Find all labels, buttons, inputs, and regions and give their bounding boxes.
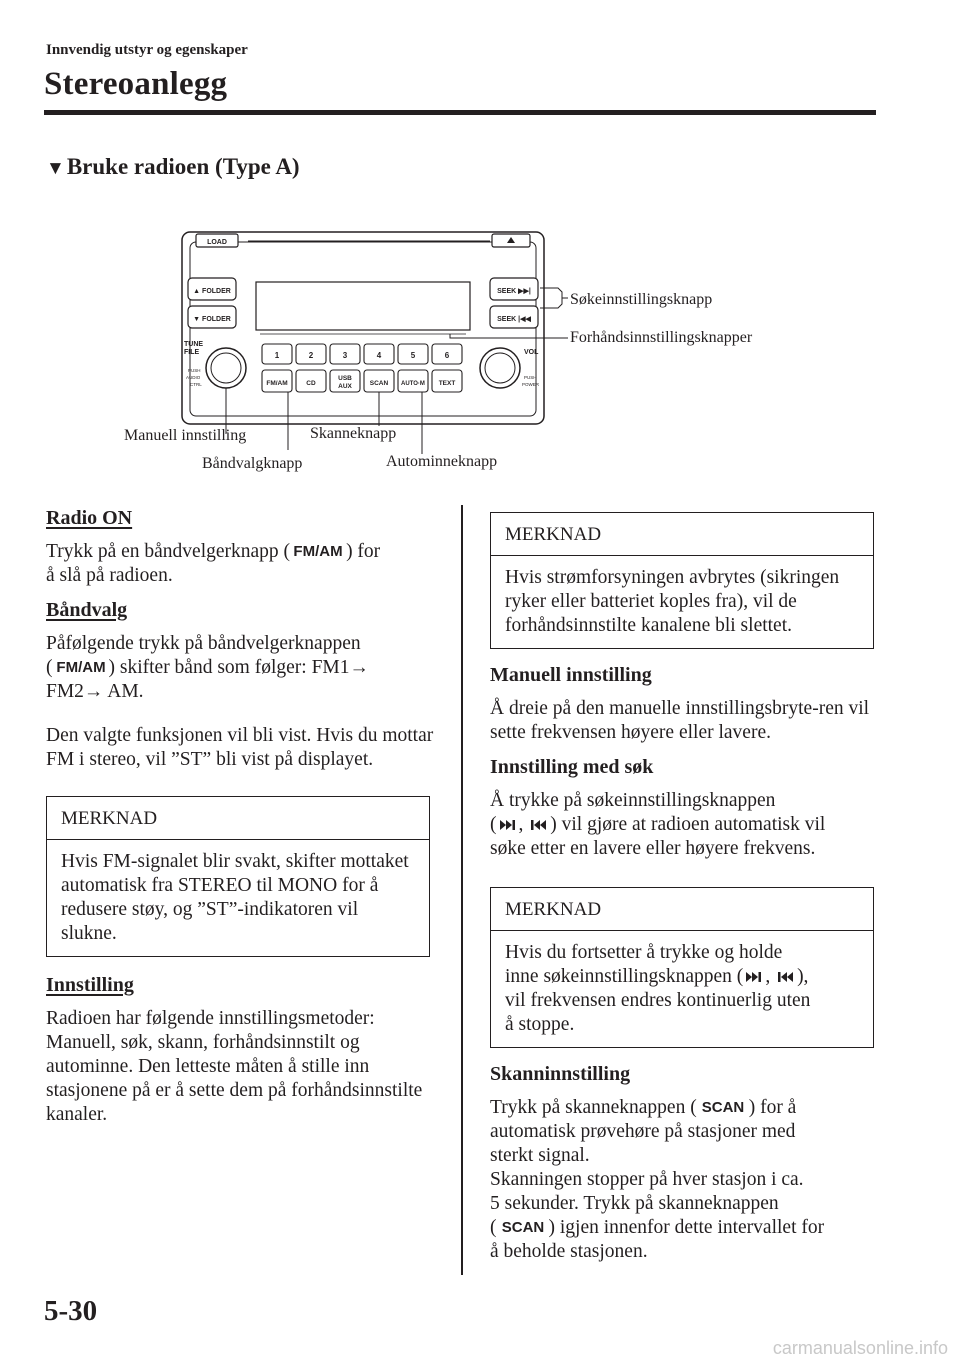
radio-on-text-c: å slå på radioen. — [46, 565, 173, 586]
ctrl-label: CTRL — [190, 382, 202, 387]
note-heading: MERKNAD — [491, 513, 873, 556]
note-heading: MERKNAD — [47, 797, 429, 840]
note-body: Hvis strømforsyningen avbrytes (sikringen ryker eller batteriet koples fra), vil de forhåndsinnstilte kanalene bli slettet. — [505, 567, 840, 636]
band-select-text — [46, 632, 438, 704]
band-select-heading: Båndvalg — [46, 599, 128, 621]
scan-line1-a: Trykk på skanneknappen ( — [490, 1097, 697, 1118]
scan-tuning-text — [490, 1096, 876, 1264]
callout-preset-buttons: Forhåndsinnstillingsknapper — [570, 329, 753, 346]
tune-label: TUNE — [184, 341, 204, 348]
cd-label: CD — [306, 380, 316, 387]
scan-line6-b: ) igjen innenfor dette intervallet for — [548, 1217, 825, 1238]
svg-text:FM/AM: FM/AM — [293, 543, 343, 560]
manual-tuning-heading: Manuell innstilling — [490, 664, 652, 686]
aux-label: AUX — [338, 383, 352, 390]
sub-heading — [46, 154, 300, 180]
svg-text:SEEK ▶▶|: SEEK ▶▶| — [497, 288, 531, 295]
radio-unit-diagram — [100, 222, 820, 482]
seek-back-icon — [776, 969, 796, 985]
file-label: FILE — [184, 349, 200, 356]
radio-on-text-a: Trykk på en båndvelgerknapp ( — [46, 541, 291, 562]
tuning-heading: Innstilling — [46, 974, 134, 996]
note-heading: MERKNAD — [491, 888, 873, 931]
note-body — [491, 931, 873, 1047]
display-paragraph: Den valgte funksjonen vil bli vist. Hvis du mottar FM i stereo, vil ”ST” bli vist på displayet. — [46, 725, 434, 770]
watermark: carmanualsonline.info — [772, 1338, 948, 1358]
text-label: TEXT — [438, 380, 456, 387]
sub-heading-text: Bruke radioen (Type A) — [66, 154, 300, 179]
page-number: 5-30 — [44, 1295, 98, 1327]
triangle-bullet-icon: ▼ — [46, 158, 65, 179]
seek-line2-b: ) vil gjøre at radioen automatisk vil — [550, 814, 826, 835]
seek-up-label: SEEK — [497, 288, 517, 295]
load-label: LOAD — [207, 239, 227, 246]
callout-scan-button: Skanneknapp — [310, 425, 397, 442]
band-line2-a: ( — [46, 657, 53, 678]
seek-forward-icon — [744, 969, 764, 985]
note-box-hold-seek — [490, 887, 874, 1048]
band-line2-b: ) skifter bånd som følger: FM1→ — [108, 657, 370, 678]
seek-tuning-heading: Innstilling med søk — [490, 756, 654, 778]
scan-line4: Skanningen stopper på hver stasjon i ca. — [490, 1169, 804, 1190]
fm-am-button-icon — [291, 540, 345, 560]
callout-seek-button: Søkeinnstillingsknapp — [570, 291, 713, 308]
power-label: POWER — [522, 382, 540, 387]
preset-3-label: 3 — [342, 351, 348, 360]
radio-on-heading: Radio ON — [46, 507, 133, 529]
callout-auto-memory: Autominneknapp — [386, 453, 498, 470]
note3-line3: vil frekvensen endres kontinuerlig uten — [505, 990, 811, 1011]
seek-back-icon — [529, 817, 549, 833]
folder-up-label: FOLDER — [202, 288, 231, 295]
radio-on-text-b: ) for — [346, 541, 381, 562]
callout-manual-tuning: Manuell innstilling — [124, 427, 247, 444]
fm-am-label: FM/AM — [266, 380, 288, 387]
scan-line1-b: ) for å — [748, 1097, 797, 1118]
scan-button-icon — [698, 1096, 748, 1116]
column-divider — [461, 505, 463, 1275]
section-label: Innvendig utstyr og egenskaper — [46, 42, 248, 58]
manual-tuning-text: Å dreie på den manuelle innstillingsbryte-ren vil sette frekvensen høyere eller lavere. — [490, 698, 870, 743]
band-line3: FM2→ AM. — [46, 681, 144, 702]
svg-text:SCAN: SCAN — [501, 1219, 544, 1236]
folder-down-label: FOLDER — [202, 316, 231, 323]
seek-down-label: SEEK — [497, 316, 517, 323]
scan-line5: 5 sekunder. Trykk på skanneknappen — [490, 1193, 779, 1214]
preset-2-label: 2 — [308, 351, 314, 360]
note-box-fm-signal — [46, 796, 430, 957]
fm-am-button-icon — [54, 656, 108, 676]
seek-line3: søke etter en lavere eller høyere frekvens. — [490, 838, 816, 859]
tuning-text: Radioen har følgende innstillingsmetoder: Manuell, søk, skann, forhåndsinnstilt og autominne. Den letteste måten å stille inn stasjonene på er å sette dem på forhåndsinnstilte kanaler. — [46, 1008, 423, 1125]
scan-line6-a: ( — [490, 1217, 497, 1238]
seek-line2-a: ( — [490, 814, 497, 835]
svg-text:▲ FOLDER: ▲ FOLDER — [193, 288, 231, 295]
note3-line1: Hvis du fortsetter å trykke og holde — [505, 942, 783, 963]
scan-line7: å beholde stasjonen. — [490, 1241, 648, 1262]
callout-band-select: Båndvalgknapp — [202, 455, 303, 472]
note3-line2-b: ), — [797, 966, 809, 987]
radio-on-text — [46, 540, 438, 588]
svg-text:SEEK |◀◀: SEEK |◀◀ — [497, 316, 531, 323]
svg-text:FM/AM: FM/AM — [55, 659, 106, 676]
right-column — [490, 512, 876, 1264]
seek-line2-sep: , — [518, 814, 524, 835]
preset-4-label: 4 — [376, 351, 382, 360]
push-label-left: PUSH — [188, 368, 201, 373]
seek-forward-icon — [498, 817, 518, 833]
svg-text:SCAN: SCAN — [701, 1099, 744, 1116]
note3-line2-sep: , — [765, 966, 771, 987]
preset-5-label: 5 — [410, 351, 416, 360]
usb-label: USB — [338, 375, 352, 382]
scan-line2: automatisk prøvehøre på stasjoner med — [490, 1121, 796, 1142]
note3-line4: å stoppe. — [505, 1014, 575, 1035]
scan-label: SCAN — [369, 380, 389, 387]
audio-label: AUDIO — [186, 375, 201, 380]
preset-1-label: 1 — [274, 351, 280, 360]
left-column — [46, 506, 438, 1127]
preset-6-label: 6 — [444, 351, 450, 360]
band-line1: Påfølgende trykk på båndvelgerknappen — [46, 633, 361, 654]
header-rule — [44, 110, 876, 115]
scan-line3: sterkt signal. — [490, 1145, 590, 1166]
svg-text:▼ FOLDER: ▼ FOLDER — [193, 316, 231, 323]
chapter-title: Stereoanlegg — [44, 66, 228, 102]
push-label-right: PUSH — [524, 375, 537, 380]
seek-tuning-text — [490, 789, 876, 861]
scan-tuning-heading: Skanninnstilling — [490, 1063, 631, 1085]
scan-button-icon — [498, 1216, 548, 1236]
auto-m-label: AUTO·M — [401, 381, 425, 387]
note-body: Hvis FM-signalet blir svakt, skifter mottaket automatisk fra STEREO til MONO for å redusere støy, og ”ST”-indikatoren vil slukne. — [61, 851, 409, 944]
vol-label: VOL — [524, 349, 539, 356]
note-box-power — [490, 512, 874, 649]
seek-line1: Å trykke på søkeinnstillingsknappen — [490, 790, 776, 811]
note3-line2-a: inne søkeinnstillingsknappen ( — [505, 966, 744, 987]
